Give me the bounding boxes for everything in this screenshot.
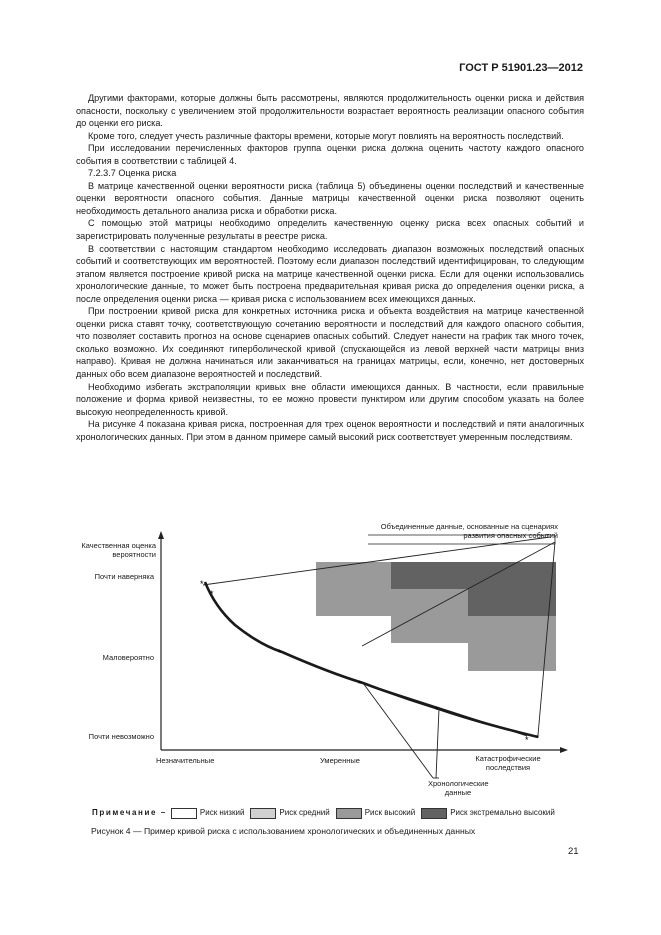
legend-label: Риск низкий: [199, 808, 245, 817]
zone-extreme: [391, 562, 556, 589]
y-level-unlikely: Маловероятно: [102, 653, 154, 662]
document-code-header: ГОСТ Р 51901.23—2012: [459, 62, 583, 74]
legend-item-low: [171, 807, 245, 819]
y-level-almost-certain: Почти наверняка: [94, 572, 154, 581]
x-level-catastrophic: Катастрофические последствия: [475, 754, 541, 772]
data-point: *: [278, 648, 282, 658]
historic-data-annotation: Хронологические данные: [428, 779, 489, 797]
y-level-almost-impossible: Почти невозможно: [88, 732, 154, 741]
x-axis-arrow: [560, 747, 568, 753]
x-level-insignificant: Незначительные: [156, 756, 215, 765]
legend-item-medium: [250, 807, 329, 819]
legend-item-high: [336, 807, 416, 819]
zone-high: [468, 643, 556, 671]
data-point: *: [200, 579, 204, 589]
paragraph: Необходимо избегать экстраполяции кривых вне области имеющихся данных. В частности, если правильные положение и форма кривой неизвестны, то ее можно провести пунктиром или другим способом указать на более высокую неопределенность кривой.: [76, 381, 584, 417]
section-heading: 7.2.3.7 Оценка риска: [88, 168, 177, 179]
historic-leader: [436, 709, 439, 778]
data-point: *: [435, 705, 439, 715]
paragraph: В матрице качественной оценки вероятности риска (таблица 5) объединены оценки последствий и качественные оценки вероятности опасного события. Данные матрицы качественной оценки риска позволяют оценить необходимость детального анализа риска и обработки риска.: [76, 180, 584, 216]
legend-swatch-extreme: [421, 808, 447, 819]
paragraph: При построении кривой риска для конкретных источника риска и объекта воздействия на матрице качественной оценки риска ставят точку, соответствующую сочетанию вероятности и последствий для каждого опасного события, что позволяет составить прогноз на основе сценариев опасных событий. Следует нанести на график так много точек, сколько возможно. Их соединяют гиперболической кривой (спускающейся из левой верхней части матрицы вниз направо). Кривая не должна начинаться или заканчиваться на границах матрицы, если, конечно, нет достоверных данных обо всем диапазоне вероятностей и последствий.: [76, 306, 584, 380]
figure-note: [92, 807, 561, 819]
paragraph: С помощью этой матрицы необходимо определить качественную оценку риска всех опасных событий и зарегистрировать полученные результаты в реестре риска.: [76, 218, 584, 242]
zone-extreme: [468, 589, 556, 616]
body-text: [76, 92, 584, 443]
paragraph: Другими факторами, которые должны быть рассмотрены, являются продолжительность оценки риска и действия опасности, поскольку с увеличением этой продолжительности возрастает вероятность реализации опасного события до оценки его риска.: [76, 93, 584, 129]
data-point: *: [358, 679, 362, 689]
figure-caption: Рисунок 4 — Пример кривой риска с использованием хронологических и объединенных данных: [91, 826, 476, 836]
combined-data-annotation: Объединенные данные, основанные на сценариях развития опасных событий: [380, 522, 558, 540]
data-point: *: [525, 735, 529, 745]
paragraph: При исследовании перечисленных факторов группа оценки риска должна оценить частоту каждого опасного события в соответствии с таблицей 4.: [76, 143, 584, 166]
x-level-moderate: Умеренные: [320, 756, 360, 765]
legend-item-extreme: [421, 807, 555, 819]
note-title: Примечание –: [92, 808, 167, 817]
zone-high: [391, 616, 556, 643]
legend-label: Риск экстремально высокий: [450, 808, 555, 817]
data-point: *: [210, 589, 214, 599]
data-point: *: [536, 733, 540, 743]
y-axis-arrow: [158, 531, 164, 539]
legend-swatch-medium: [250, 808, 276, 819]
y-axis-title: Качественная оценка вероятности: [81, 541, 156, 559]
paragraph: Кроме того, следует учесть различные факторы времени, которые могут повлиять на вероятность последствий.: [88, 130, 564, 141]
paragraph: На рисунке 4 показана кривая риска, построенная для трех оценок вероятности и последствий и пяти аналогичных хронологических данных. При этом в данном примере самый высокий риск соответствует умеренным последствиям.: [76, 419, 584, 442]
legend-label: Риск высокий: [364, 808, 416, 817]
legend-label: Риск средний: [279, 808, 330, 817]
risk-curve-figure: [50, 515, 590, 805]
historic-leader: [363, 683, 433, 778]
paragraph: В соответствии с настоящим стандартом необходимо исследовать диапазон возможных последствий опасных событий и соответствующих им вероятностей. Поэтому если диапазон последствий идентифицирован, то следующим этапом является построение кривой риска на матрице качественной оценки риска. Если для оценки использовались хронологические данные, то может быть построена предварительная кривая риска до определения оценки риска, а после определения оценки риска — кривая риска с использованием всех имеющихся данных.: [76, 243, 584, 304]
page-number: 21: [568, 846, 579, 857]
legend-swatch-high: [336, 808, 362, 819]
legend-swatch-low: [171, 808, 197, 819]
